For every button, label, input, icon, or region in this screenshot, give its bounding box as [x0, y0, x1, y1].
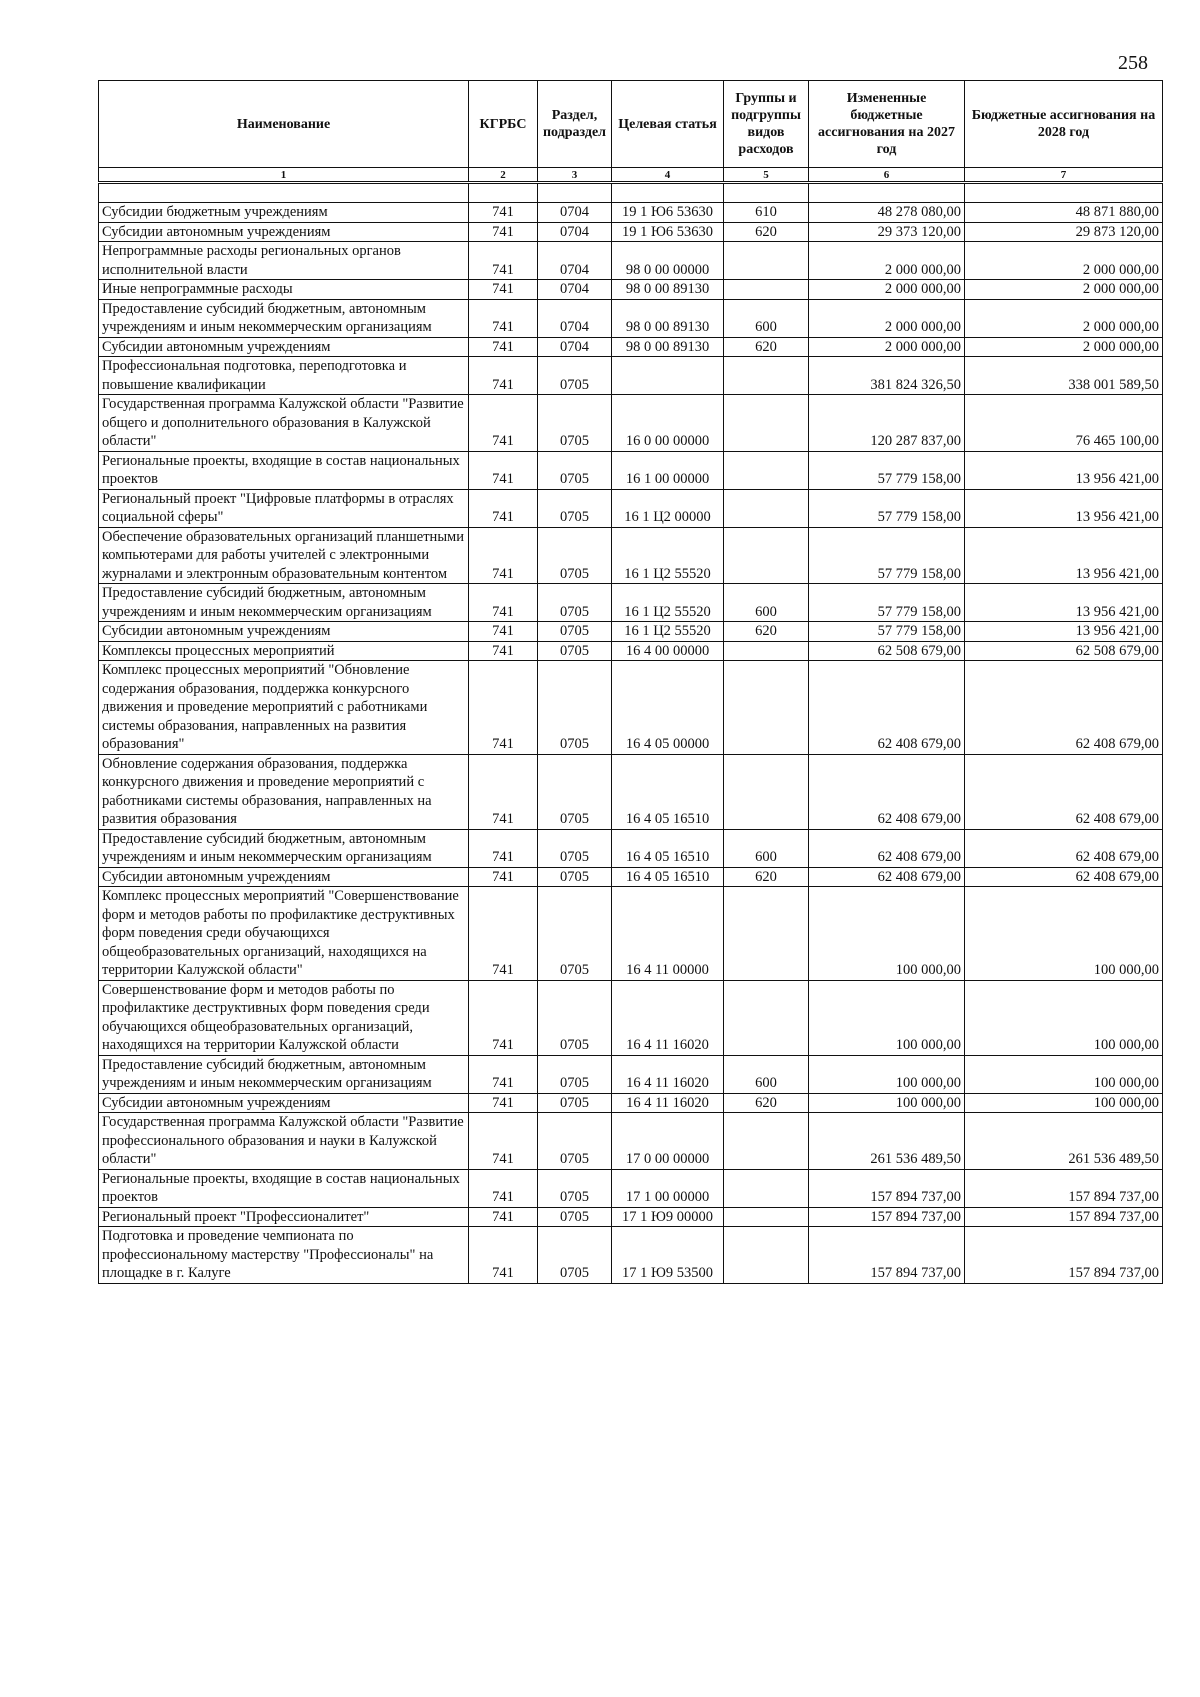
row-section: 0705 [538, 887, 612, 981]
row-name: Региональные проекты, входящие в состав национальных проектов [99, 451, 469, 489]
row-section: 0705 [538, 1169, 612, 1207]
row-amount-2027: 57 779 158,00 [809, 527, 965, 584]
row-amount-2028: 100 000,00 [965, 980, 1163, 1055]
row-section: 0705 [538, 489, 612, 527]
row-amount-2027: 48 278 080,00 [809, 203, 965, 223]
header-kgrbs: КГРБС [469, 81, 538, 168]
row-name: Субсидии бюджетным учреждениям [99, 203, 469, 223]
row-amount-2027: 100 000,00 [809, 1055, 965, 1093]
row-group [724, 357, 809, 395]
row-kgrbs: 741 [469, 584, 538, 622]
row-kgrbs: 741 [469, 1169, 538, 1207]
row-group: 600 [724, 829, 809, 867]
row-section: 0705 [538, 527, 612, 584]
row-amount-2028: 76 465 100,00 [965, 395, 1163, 452]
row-group: 620 [724, 222, 809, 242]
table-row [99, 584, 1163, 622]
row-group [724, 1169, 809, 1207]
row-group [724, 661, 809, 755]
table-row [99, 641, 1163, 661]
row-kgrbs: 741 [469, 1207, 538, 1227]
row-name: Профессиональная подготовка, переподготовка и повышение квалификации [99, 357, 469, 395]
row-amount-2028: 62 408 679,00 [965, 754, 1163, 829]
table-row [99, 1169, 1163, 1207]
row-kgrbs: 741 [469, 829, 538, 867]
table-row [99, 203, 1163, 223]
row-group: 600 [724, 584, 809, 622]
row-section: 0704 [538, 280, 612, 300]
row-section: 0704 [538, 203, 612, 223]
row-article: 16 4 11 16020 [612, 1055, 724, 1093]
row-kgrbs: 741 [469, 887, 538, 981]
row-kgrbs: 741 [469, 641, 538, 661]
row-amount-2027: 62 408 679,00 [809, 754, 965, 829]
row-section: 0705 [538, 867, 612, 887]
table-row [99, 887, 1163, 981]
row-amount-2028: 13 956 421,00 [965, 451, 1163, 489]
row-kgrbs: 741 [469, 980, 538, 1055]
row-amount-2028: 2 000 000,00 [965, 337, 1163, 357]
row-group [724, 489, 809, 527]
row-amount-2028: 261 536 489,50 [965, 1113, 1163, 1170]
row-amount-2027: 100 000,00 [809, 1093, 965, 1113]
row-group [724, 527, 809, 584]
header-article: Целевая статья [612, 81, 724, 168]
row-kgrbs: 741 [469, 1227, 538, 1284]
row-kgrbs: 741 [469, 299, 538, 337]
page-number: 258 [1118, 52, 1148, 74]
row-name: Совершенствование форм и методов работы по профилактике деструктивных форм поведения среди обучающихся общеобразовательных организаций, находящихся на территории Калужской области [99, 980, 469, 1055]
row-name: Региональный проект "Профессионалитет" [99, 1207, 469, 1227]
row-amount-2028: 157 894 737,00 [965, 1207, 1163, 1227]
row-section: 0704 [538, 337, 612, 357]
row-amount-2027: 120 287 837,00 [809, 395, 965, 452]
row-article: 98 0 00 89130 [612, 299, 724, 337]
row-section: 0704 [538, 222, 612, 242]
row-amount-2027: 29 373 120,00 [809, 222, 965, 242]
row-kgrbs: 741 [469, 489, 538, 527]
table-row [99, 451, 1163, 489]
row-section: 0705 [538, 584, 612, 622]
column-number: 6 [809, 168, 965, 183]
row-amount-2027: 100 000,00 [809, 980, 965, 1055]
row-article: 16 1 Ц2 55520 [612, 622, 724, 642]
column-number: 2 [469, 168, 538, 183]
row-name: Непрограммные расходы региональных органов исполнительной власти [99, 242, 469, 280]
row-kgrbs: 741 [469, 280, 538, 300]
table-row [99, 867, 1163, 887]
row-name: Региональный проект "Цифровые платформы в отраслях социальной сферы" [99, 489, 469, 527]
row-amount-2028: 100 000,00 [965, 887, 1163, 981]
table-row [99, 395, 1163, 452]
row-amount-2027: 62 408 679,00 [809, 661, 965, 755]
row-section: 0705 [538, 395, 612, 452]
row-amount-2028: 2 000 000,00 [965, 280, 1163, 300]
row-section: 0705 [538, 829, 612, 867]
row-name: Субсидии автономным учреждениям [99, 622, 469, 642]
row-article: 16 4 11 00000 [612, 887, 724, 981]
row-amount-2028: 29 873 120,00 [965, 222, 1163, 242]
row-section: 0705 [538, 641, 612, 661]
table-row [99, 357, 1163, 395]
row-amount-2028: 157 894 737,00 [965, 1169, 1163, 1207]
row-article: 17 0 00 00000 [612, 1113, 724, 1170]
row-amount-2027: 62 408 679,00 [809, 829, 965, 867]
row-group [724, 451, 809, 489]
table-row [99, 527, 1163, 584]
row-name: Региональные проекты, входящие в состав национальных проектов [99, 1169, 469, 1207]
table-row [99, 1113, 1163, 1170]
row-amount-2027: 62 508 679,00 [809, 641, 965, 661]
row-name: Субсидии автономным учреждениям [99, 337, 469, 357]
row-name: Предоставление субсидий бюджетным, автономным учреждениям и иным некоммерческим организациям [99, 1055, 469, 1093]
row-kgrbs: 741 [469, 451, 538, 489]
row-section: 0704 [538, 242, 612, 280]
row-section: 0705 [538, 622, 612, 642]
row-article: 16 1 00 00000 [612, 451, 724, 489]
row-amount-2028: 2 000 000,00 [965, 242, 1163, 280]
row-article [612, 357, 724, 395]
row-kgrbs: 741 [469, 527, 538, 584]
row-name: Государственная программа Калужской области "Развитие общего и дополнительного образования в Калужской области" [99, 395, 469, 452]
row-amount-2028: 157 894 737,00 [965, 1227, 1163, 1284]
row-group [724, 242, 809, 280]
row-group [724, 754, 809, 829]
table-row [99, 280, 1163, 300]
row-amount-2027: 381 824 326,50 [809, 357, 965, 395]
row-article: 16 1 Ц2 55520 [612, 527, 724, 584]
row-amount-2028: 13 956 421,00 [965, 584, 1163, 622]
row-group: 610 [724, 203, 809, 223]
row-article: 16 1 Ц2 55520 [612, 584, 724, 622]
row-kgrbs: 741 [469, 203, 538, 223]
row-amount-2027: 2 000 000,00 [809, 242, 965, 280]
row-amount-2027: 2 000 000,00 [809, 337, 965, 357]
row-group: 620 [724, 867, 809, 887]
row-group: 620 [724, 622, 809, 642]
header-amount-2028: Бюджетные ассигнования на 2028 год [965, 81, 1163, 168]
row-article: 98 0 00 00000 [612, 242, 724, 280]
row-name: Обновление содержания образования, поддержка конкурсного движения и проведение мероприятий с работниками системы образования, направленных на развития образования [99, 754, 469, 829]
row-amount-2028: 62 508 679,00 [965, 641, 1163, 661]
row-amount-2028: 13 956 421,00 [965, 622, 1163, 642]
row-amount-2027: 100 000,00 [809, 887, 965, 981]
row-section: 0705 [538, 1113, 612, 1170]
table-row [99, 489, 1163, 527]
row-amount-2027: 157 894 737,00 [809, 1227, 965, 1284]
row-group [724, 1227, 809, 1284]
row-amount-2027: 57 779 158,00 [809, 489, 965, 527]
row-article: 17 1 Ю9 53500 [612, 1227, 724, 1284]
row-name: Государственная программа Калужской области "Развитие профессионального образования и науки в Калужской области" [99, 1113, 469, 1170]
row-section: 0705 [538, 1093, 612, 1113]
row-group [724, 1207, 809, 1227]
row-group [724, 280, 809, 300]
row-group: 620 [724, 337, 809, 357]
row-amount-2028: 13 956 421,00 [965, 489, 1163, 527]
row-name: Комплексы процессных мероприятий [99, 641, 469, 661]
row-kgrbs: 741 [469, 357, 538, 395]
row-kgrbs: 741 [469, 1093, 538, 1113]
row-article: 98 0 00 89130 [612, 280, 724, 300]
row-kgrbs: 741 [469, 395, 538, 452]
header-row [99, 81, 1163, 168]
column-number: 1 [99, 168, 469, 183]
column-number: 4 [612, 168, 724, 183]
row-section: 0705 [538, 661, 612, 755]
row-amount-2028: 100 000,00 [965, 1055, 1163, 1093]
row-amount-2028: 338 001 589,50 [965, 357, 1163, 395]
row-section: 0704 [538, 299, 612, 337]
row-kgrbs: 741 [469, 622, 538, 642]
row-name: Предоставление субсидий бюджетным, автономным учреждениям и иным некоммерческим организациям [99, 299, 469, 337]
column-number: 5 [724, 168, 809, 183]
table-body [99, 183, 1163, 1284]
row-article: 16 1 Ц2 00000 [612, 489, 724, 527]
row-amount-2027: 157 894 737,00 [809, 1169, 965, 1207]
row-kgrbs: 741 [469, 1055, 538, 1093]
row-amount-2027: 2 000 000,00 [809, 280, 965, 300]
row-article: 16 4 05 16510 [612, 754, 724, 829]
column-number-row [99, 168, 1163, 183]
row-amount-2027: 57 779 158,00 [809, 622, 965, 642]
row-name: Предоставление субсидий бюджетным, автономным учреждениям и иным некоммерческим организациям [99, 584, 469, 622]
row-amount-2028: 62 408 679,00 [965, 867, 1163, 887]
row-amount-2027: 2 000 000,00 [809, 299, 965, 337]
table-row [99, 1207, 1163, 1227]
row-article: 16 4 11 16020 [612, 1093, 724, 1113]
row-name: Комплекс процессных мероприятий "Обновление содержания образования, поддержка конкурсного движения и проведение мероприятий с работниками системы образования, направленных на развития образования" [99, 661, 469, 755]
row-group [724, 641, 809, 661]
row-kgrbs: 741 [469, 222, 538, 242]
header-amount-2027: Измененные бюджетные ассигнования на 2027 год [809, 81, 965, 168]
budget-table [98, 80, 1163, 1284]
row-section: 0705 [538, 1227, 612, 1284]
row-kgrbs: 741 [469, 337, 538, 357]
row-section: 0705 [538, 357, 612, 395]
row-group [724, 887, 809, 981]
row-section: 0705 [538, 754, 612, 829]
table-row [99, 337, 1163, 357]
spacer-row [99, 183, 1163, 203]
row-name: Иные непрограммные расходы [99, 280, 469, 300]
row-name: Субсидии автономным учреждениям [99, 1093, 469, 1113]
row-article: 19 1 Ю6 53630 [612, 222, 724, 242]
column-number: 3 [538, 168, 612, 183]
row-section: 0705 [538, 980, 612, 1055]
row-article: 17 1 00 00000 [612, 1169, 724, 1207]
column-number: 7 [965, 168, 1163, 183]
row-group [724, 395, 809, 452]
row-section: 0705 [538, 1055, 612, 1093]
row-kgrbs: 741 [469, 867, 538, 887]
table-row [99, 1227, 1163, 1284]
table-row [99, 299, 1163, 337]
row-amount-2028: 13 956 421,00 [965, 527, 1163, 584]
row-group: 600 [724, 299, 809, 337]
row-amount-2028: 62 408 679,00 [965, 661, 1163, 755]
table-row [99, 242, 1163, 280]
row-amount-2028: 48 871 880,00 [965, 203, 1163, 223]
row-amount-2028: 100 000,00 [965, 1093, 1163, 1113]
row-amount-2027: 261 536 489,50 [809, 1113, 965, 1170]
table-row [99, 622, 1163, 642]
row-name: Подготовка и проведение чемпионата по профессиональному мастерству "Профессионалы" на площадке в г. Калуге [99, 1227, 469, 1284]
header-name: Наименование [99, 81, 469, 168]
table-row [99, 1093, 1163, 1113]
table-row [99, 980, 1163, 1055]
row-name: Субсидии автономным учреждениям [99, 867, 469, 887]
row-article: 16 4 05 16510 [612, 867, 724, 887]
row-kgrbs: 741 [469, 754, 538, 829]
row-article: 16 4 05 00000 [612, 661, 724, 755]
row-article: 16 4 00 00000 [612, 641, 724, 661]
row-article: 16 4 11 16020 [612, 980, 724, 1055]
row-name: Обеспечение образовательных организаций планшетными компьютерами для работы учителей с электронными журналами и электронным образовательным контентом [99, 527, 469, 584]
row-kgrbs: 741 [469, 1113, 538, 1170]
table-row [99, 222, 1163, 242]
table-row [99, 754, 1163, 829]
row-group [724, 980, 809, 1055]
row-amount-2027: 57 779 158,00 [809, 584, 965, 622]
row-name: Комплекс процессных мероприятий "Совершенствование форм и методов работы по профилактике деструктивных форм поведения среди обучающихся общеобразовательных организаций, находящихся на территории Калужской области" [99, 887, 469, 981]
row-amount-2027: 157 894 737,00 [809, 1207, 965, 1227]
row-kgrbs: 741 [469, 242, 538, 280]
row-amount-2028: 2 000 000,00 [965, 299, 1163, 337]
row-name: Предоставление субсидий бюджетным, автономным учреждениям и иным некоммерческим организациям [99, 829, 469, 867]
table-row [99, 1055, 1163, 1093]
row-amount-2027: 62 408 679,00 [809, 867, 965, 887]
row-section: 0705 [538, 1207, 612, 1227]
row-group: 600 [724, 1055, 809, 1093]
row-name: Субсидии автономным учреждениям [99, 222, 469, 242]
row-article: 16 4 05 16510 [612, 829, 724, 867]
row-group: 620 [724, 1093, 809, 1113]
row-section: 0705 [538, 451, 612, 489]
row-article: 19 1 Ю6 53630 [612, 203, 724, 223]
table-row [99, 661, 1163, 755]
table-row [99, 829, 1163, 867]
row-group [724, 1113, 809, 1170]
header-section: Раздел, подраздел [538, 81, 612, 168]
row-kgrbs: 741 [469, 661, 538, 755]
row-amount-2027: 57 779 158,00 [809, 451, 965, 489]
header-group: Группы и подгруппы видов расходов [724, 81, 809, 168]
row-article: 17 1 Ю9 00000 [612, 1207, 724, 1227]
row-article: 16 0 00 00000 [612, 395, 724, 452]
row-amount-2028: 62 408 679,00 [965, 829, 1163, 867]
row-article: 98 0 00 89130 [612, 337, 724, 357]
